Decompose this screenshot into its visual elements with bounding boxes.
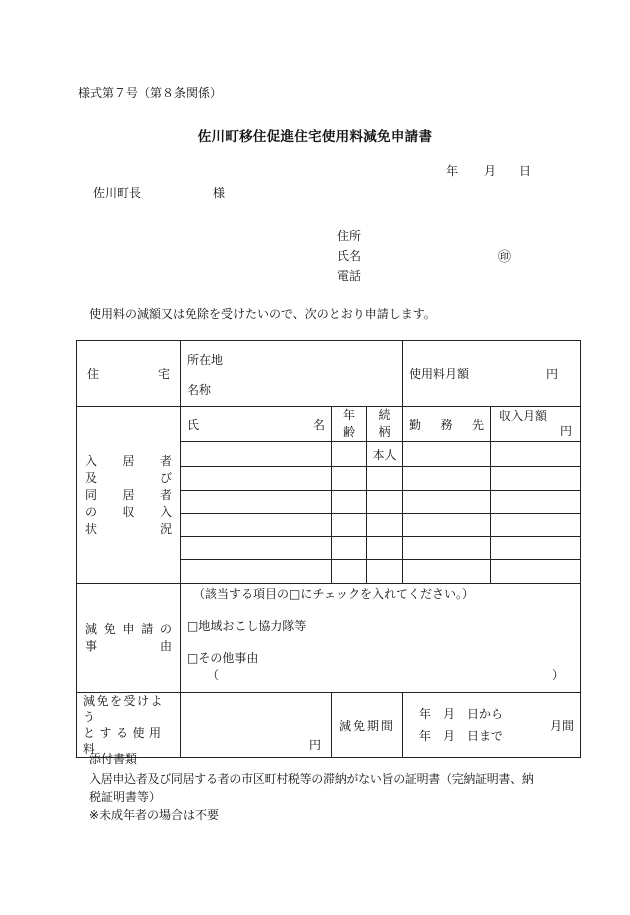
resident-work-cell[interactable] <box>403 442 491 467</box>
residents-label-char: 状 <box>85 521 98 536</box>
period-label: 減免期間 <box>339 718 396 733</box>
resident-name-cell[interactable] <box>181 467 332 491</box>
reason-label-char: 事 <box>85 639 98 653</box>
resident-age-cell[interactable] <box>332 491 367 514</box>
col-name-char: 氏 <box>187 417 200 432</box>
residents-label-cell <box>77 407 181 584</box>
resident-work-cell[interactable] <box>403 514 491 537</box>
resident-income-cell[interactable] <box>491 514 581 537</box>
reason-label-char: 免 <box>103 622 116 636</box>
resident-income-cell[interactable] <box>491 467 581 491</box>
addressee-name: 佐川町長 <box>93 186 142 200</box>
fee-label-line: 減免を受けよう <box>83 694 165 724</box>
housing-label-cell <box>77 341 181 407</box>
application-table <box>76 340 581 758</box>
housing-location-cell[interactable] <box>181 341 403 407</box>
housing-label-char: 宅 <box>157 367 170 381</box>
reason-label-cell <box>77 584 181 693</box>
months-unit: 月間 <box>550 718 575 733</box>
resident-income-cell[interactable] <box>491 537 581 560</box>
residents-label-char: 者 <box>159 487 172 502</box>
reason-label-char: 由 <box>159 639 172 653</box>
reason-row <box>77 584 581 693</box>
resident-relation-cell[interactable] <box>367 537 403 560</box>
residents-label-char: 況 <box>159 521 172 536</box>
resident-name-cell[interactable] <box>181 514 332 537</box>
col-work-header <box>403 407 491 442</box>
attachments-note: ※未成年者の場合は不要 <box>89 808 220 822</box>
resident-work-cell[interactable] <box>403 467 491 491</box>
reason-label-char: 申 <box>122 622 135 636</box>
period-label-cell <box>332 693 403 758</box>
location-label: 所在地 <box>187 353 224 367</box>
residents-label-char: び <box>159 470 172 485</box>
col-age-char: 齢 <box>342 425 355 439</box>
attachments-line2: 税証明書等） <box>89 790 162 804</box>
resident-income-cell[interactable] <box>491 491 581 514</box>
date-month-label: 月 <box>484 164 497 178</box>
residents-label-char: 居 <box>122 453 135 468</box>
col-income-label: 収入月額 <box>499 409 548 423</box>
reason-label-char: の <box>159 622 172 636</box>
period-from: 年 月 日から <box>419 707 504 721</box>
resident-relation-cell[interactable] <box>367 514 403 537</box>
other-reason-input[interactable] <box>187 667 572 683</box>
date-year-label: 年 <box>446 164 459 178</box>
resident-name-cell[interactable] <box>181 491 332 514</box>
applicant-name-label: 氏名 <box>337 249 362 263</box>
col-relation-header <box>367 407 403 442</box>
col-relation-char: 柄 <box>378 425 391 439</box>
reason-content-cell <box>181 584 581 693</box>
residents-label-char: 及 <box>85 470 98 485</box>
resident-age-cell[interactable] <box>332 442 367 467</box>
resident-name-cell[interactable] <box>181 442 332 467</box>
period-to: 年 月 日まで <box>419 729 504 743</box>
intro-text: 使用料の減額又は免除を受けたいので、次のとおり申請します。 <box>89 307 436 321</box>
residents-label-char: の <box>85 504 98 519</box>
resident-work-cell[interactable] <box>403 537 491 560</box>
col-age-char: 年 <box>342 408 355 422</box>
attachments-line1: 入居申込者及び同居する者の市区町村税等の滞納がない旨の証明書（完納証明書、納 <box>89 772 534 786</box>
col-work-char: 勤 <box>409 417 422 432</box>
rent-label: 使用料月額 <box>409 367 470 381</box>
col-income-header <box>491 407 581 442</box>
resident-income-cell[interactable] <box>491 442 581 467</box>
relation-self: 本人 <box>372 447 397 462</box>
fee-label-cell <box>77 693 181 758</box>
resident-work-cell[interactable] <box>403 560 491 584</box>
col-relation-char: 続 <box>378 408 391 422</box>
fee-amount-cell[interactable] <box>181 693 332 758</box>
resident-name-cell[interactable] <box>181 537 332 560</box>
col-work-char: 務 <box>440 417 453 432</box>
col-work-char: 先 <box>472 417 485 432</box>
seal-mark: ㊞ <box>498 250 512 265</box>
rent-unit: 円 <box>546 367 559 381</box>
resident-relation-cell[interactable] <box>367 467 403 491</box>
reason-option-other[interactable]: □その他事由 <box>187 651 259 665</box>
period-dates-cell[interactable] <box>403 693 581 758</box>
page-title: 佐川町移住促進住宅使用料減免申請書 <box>197 129 433 145</box>
resident-work-cell[interactable] <box>403 491 491 514</box>
reason-label-char: 請 <box>141 622 154 636</box>
residents-header-row <box>77 407 581 442</box>
form-number: 様式第７号（第８条関係） <box>78 86 223 100</box>
col-income-unit: 円 <box>560 424 573 438</box>
resident-age-cell[interactable] <box>332 560 367 584</box>
residents-label-char: 者 <box>159 453 172 468</box>
resident-age-cell[interactable] <box>332 537 367 560</box>
reason-instruction: （該当する項目の□にチェックを入れてください。） <box>193 587 474 601</box>
rent-cell[interactable] <box>403 341 581 407</box>
resident-name-cell[interactable] <box>181 560 332 584</box>
housing-row <box>77 341 581 407</box>
addressee-honorific: 様 <box>213 186 226 200</box>
col-name-char: 名 <box>312 417 325 432</box>
paren-open: （ <box>207 668 220 682</box>
address-label: 住所 <box>337 229 362 243</box>
resident-relation-cell <box>367 442 403 467</box>
residents-label-char: 入 <box>85 453 98 468</box>
residents-label-char: 入 <box>159 504 172 519</box>
fee-unit: 円 <box>308 738 321 752</box>
resident-relation-cell[interactable] <box>367 491 403 514</box>
reason-label-char: 減 <box>85 622 98 636</box>
housing-name-label: 名称 <box>187 383 212 397</box>
attachments-heading: 添付書類 <box>89 752 138 766</box>
resident-age-cell[interactable] <box>332 467 367 491</box>
fee-label-line: とする使用料 <box>83 726 166 756</box>
reason-option-volunteer[interactable]: □地域おこし協力隊等 <box>187 619 307 633</box>
resident-relation-cell[interactable] <box>367 560 403 584</box>
col-name-header <box>181 407 332 442</box>
phone-label: 電話 <box>337 269 362 283</box>
housing-label-char: 住 <box>87 367 100 381</box>
paren-close: ） <box>552 668 565 682</box>
fee-row <box>77 693 581 758</box>
resident-income-cell[interactable] <box>491 560 581 584</box>
col-age-header <box>332 407 367 442</box>
residents-label-char: 収 <box>122 504 135 519</box>
residents-label-char: 同 <box>85 487 98 502</box>
date-day-label: 日 <box>519 164 532 178</box>
residents-label-char: 居 <box>122 487 135 502</box>
resident-age-cell[interactable] <box>332 514 367 537</box>
